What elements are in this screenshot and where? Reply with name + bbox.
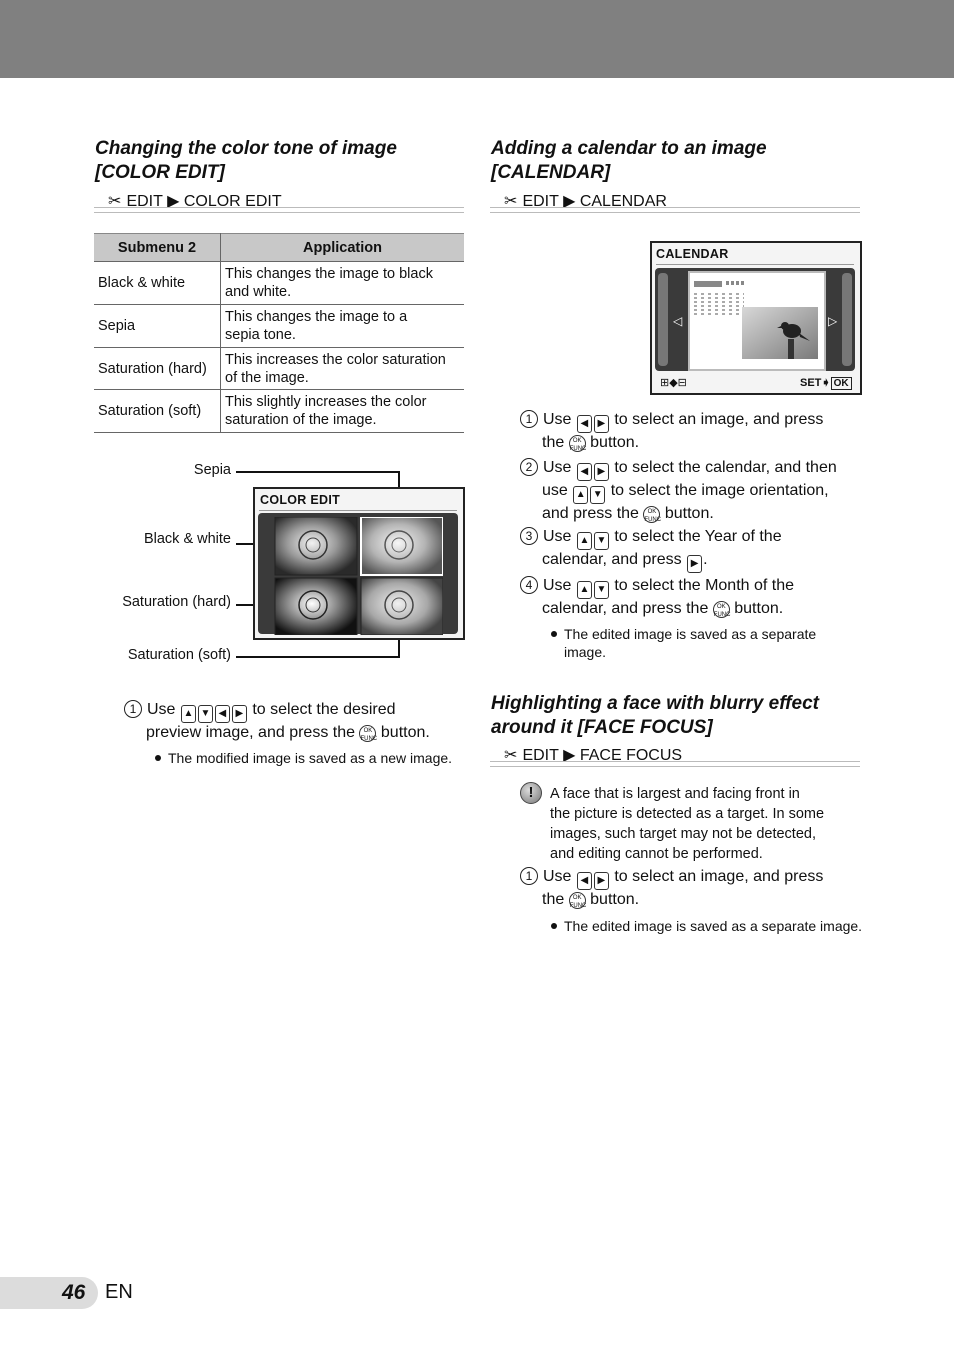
color-edit-step-1: 1 Use ▲ ▼ ◀ ▶ to select the desired preview image, and press the OK FUNC button. — [124, 700, 469, 744]
callout-saturation-hard: Saturation (hard) — [122, 594, 231, 610]
set-ok-indicator: SET➧ OK — [800, 376, 852, 390]
arrow-up-down-buttons-icon: ▲ — [573, 486, 588, 504]
calendar-breadcrumb: ✂ EDIT ▶ CALENDAR — [504, 193, 667, 210]
section-rule — [94, 207, 464, 213]
arrow-up-down-buttons-icon: ▲ — [181, 705, 196, 723]
arrow-left-right-buttons-icon: ◀ — [577, 463, 592, 481]
calendar-step-3: 3 Use ▲ ▼ to select the Year of the calendar, and press ▶ . — [520, 527, 865, 573]
submenu-table — [94, 233, 464, 433]
ok-func-button-icon: OK FUNC — [713, 601, 730, 618]
arrow-up-down-buttons-icon: ▼ — [594, 581, 609, 599]
page-number: 46 — [62, 1281, 86, 1304]
scissors-icon: ✂ — [108, 193, 122, 210]
bird-photo — [742, 307, 818, 359]
ok-func-button-icon: OK FUNC — [359, 725, 376, 742]
color-edit-title: Changing the color tone of image [COLOR EDIT] — [95, 138, 397, 183]
arrow-up-down-buttons-icon: ▼ — [198, 705, 213, 723]
table-row: Saturation (soft) This slightly increases the color saturation of the image. — [94, 390, 464, 433]
calendar-screen: CALENDAR ◁ ▷ ⊞◆⊟ SET➧ OK — [650, 241, 862, 395]
table-row: Sepia This changes the image to a sepia tone. — [94, 305, 464, 348]
arrow-left-icon[interactable]: ◁ — [673, 314, 683, 328]
arrow-left-right-buttons-icon: ◀ — [577, 415, 592, 433]
section-rule — [490, 207, 860, 213]
callout-black-white: Black & white — [143, 531, 231, 547]
calendar-step-1: 1 Use ◀ ▶ to select an image, and press the OK FUNC button. — [520, 410, 865, 454]
color-edit-screen: COLOR EDIT — [253, 487, 465, 640]
arrow-up-down-buttons-icon: ▼ — [590, 486, 605, 504]
arrow-left-right-buttons-icon: ▶ — [594, 872, 609, 890]
scissors-icon: ✂ — [504, 193, 518, 210]
callout-line — [236, 656, 400, 658]
face-focus-title: Highlighting a face with blurry effect around it [FACE FOCUS] — [491, 693, 819, 738]
arrow-up-down-buttons-icon: ▲ — [577, 581, 592, 599]
face-focus-step-1: 1 Use ◀ ▶ to select an image, and press the OK FUNC button. — [520, 867, 865, 911]
color-edit-note: The modified image is saved as a new image. — [155, 749, 475, 767]
calendar-note: The edited image is saved as a separate image. — [551, 625, 851, 661]
calendar-step-2: 2 Use ◀ ▶ to select the calendar, and then use ▲ ▼ to select the image orientation, and press the OK FUNC button. — [520, 458, 865, 525]
face-focus-breadcrumb: ✂ EDIT ▶ FACE FOCUS — [504, 747, 683, 764]
calendar-preview — [688, 271, 826, 371]
arrow-left-right-buttons-icon: ▶ — [594, 415, 609, 433]
table-header: Application — [221, 234, 465, 262]
scissors-icon: ✂ — [504, 747, 518, 764]
arrow-left-right-buttons-icon: ▶ — [232, 705, 247, 723]
orientation-icon: ⊞◆⊟ — [660, 377, 687, 389]
ok-func-button-icon: OK FUNC — [569, 892, 586, 909]
table-header: Submenu 2 — [94, 234, 221, 262]
arrow-left-right-buttons-icon: ◀ — [215, 705, 230, 723]
callout-line — [236, 471, 400, 473]
page-language: EN — [105, 1281, 133, 1303]
arrow-right-icon[interactable]: ▷ — [828, 314, 838, 328]
section-rule — [490, 761, 860, 767]
arrow-left-right-buttons-icon: ▶ — [594, 463, 609, 481]
color-edit-breadcrumb: ✂ EDIT ▶ COLOR EDIT — [108, 193, 282, 210]
callout-sepia: Sepia — [193, 462, 231, 478]
right-triangle-icon: ▶ — [167, 193, 180, 210]
preview-thumbnails — [273, 517, 443, 635]
face-focus-note: The edited image is saved as a separate image. — [551, 917, 871, 935]
callout-saturation-soft: Saturation (soft) — [127, 647, 231, 663]
table-row: Black & white This changes the image to black and white. — [94, 262, 464, 305]
arrow-left-right-buttons-icon: ◀ — [577, 872, 592, 890]
arrow-right-button-icon: ▶ — [687, 555, 702, 573]
right-triangle-icon: ▶ — [563, 747, 576, 764]
ok-func-button-icon: OK FUNC — [569, 435, 586, 452]
face-focus-caution: A face that is largest and facing front in the picture is detected as a target. In some images, such target may not be detected, and editing cannot be performed. — [550, 786, 825, 862]
header-bar — [0, 0, 954, 78]
arrow-up-down-buttons-icon: ▼ — [594, 532, 609, 550]
caution-icon: ! — [520, 782, 542, 804]
table-row: Saturation (hard) This increases the color saturation of the image. — [94, 348, 464, 390]
ok-func-button-icon: OK FUNC — [643, 506, 660, 523]
arrow-up-down-buttons-icon: ▲ — [577, 532, 592, 550]
calendar-step-4: 4 Use ▲ ▼ to select the Month of the calendar, and press the OK FUNC button. — [520, 576, 865, 620]
calendar-title: Adding a calendar to an image [CALENDAR] — [491, 138, 767, 183]
right-triangle-icon: ▶ — [563, 193, 576, 210]
